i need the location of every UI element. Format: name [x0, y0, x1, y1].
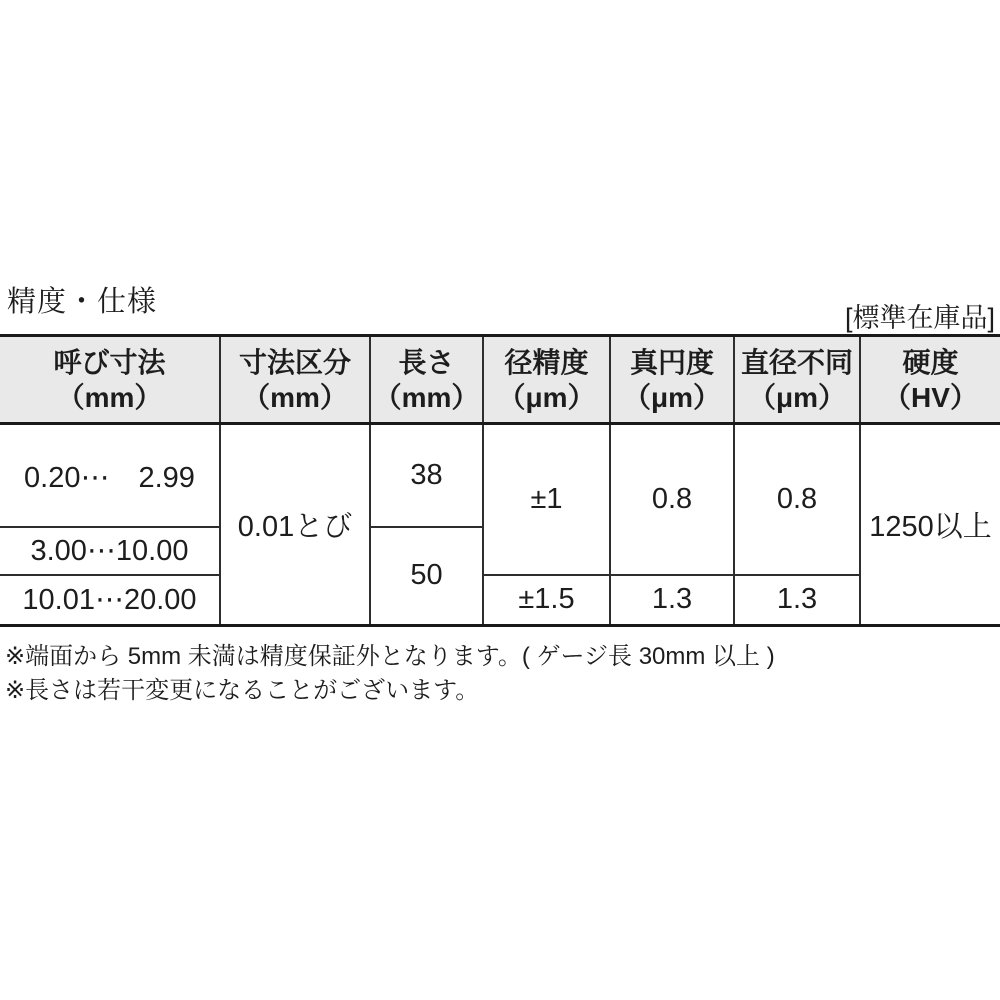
cell-size-increment: 0.01とび [220, 424, 370, 626]
cell-roundness-2: 1.3 [610, 575, 734, 626]
cell-hardness: 1250以上 [860, 424, 1000, 626]
cell-length-38: 38 [370, 424, 483, 527]
header-size-increment [220, 336, 370, 424]
footnote-accuracy-guarantee: ※端面から 5mm 未満は精度保証外となります。( ゲージ長 30mm 以上 ) [5, 643, 775, 670]
cell-diameter-accuracy-2: ±1.5 [483, 575, 610, 626]
header-unit: （HV） [883, 381, 978, 413]
stock-status-label: [標準在庫品] [844, 303, 995, 333]
cell-length-50: 50 [370, 527, 483, 626]
header-line: 直径不同 [740, 346, 853, 378]
header-unit: （mm） [373, 381, 480, 413]
header-unit: （μm） [622, 381, 722, 413]
cell-nominal-size-1: 0.20⋯ 2.99 [0, 424, 220, 527]
spec-table [0, 334, 1000, 627]
header-hardness [860, 336, 1000, 424]
footnotes [5, 640, 775, 708]
header-nominal-size [0, 336, 220, 424]
cell-roundness-1: 0.8 [610, 424, 734, 575]
cell-nominal-size-2: 3.00⋯10.00 [0, 527, 220, 575]
cell-diameter-variation-1: 0.8 [734, 424, 860, 575]
cell-nominal-size-3: 10.01⋯20.00 [0, 575, 220, 626]
footnote-length-change: ※長さは若干変更になることがございます。 [5, 677, 480, 704]
header-unit: （μm） [497, 381, 596, 413]
header-length [370, 336, 483, 424]
header-line: 真円度 [629, 346, 714, 378]
header-diameter-accuracy [483, 336, 610, 424]
header-diameter-variation [734, 336, 860, 424]
cell-diameter-variation-2: 1.3 [734, 575, 860, 626]
header-row [0, 336, 1000, 424]
header-unit: （mm） [56, 381, 163, 413]
page-title: 精度・仕様 [7, 286, 158, 318]
header-unit: （μm） [747, 381, 847, 413]
header-roundness [610, 336, 734, 424]
header-line: 径精度 [504, 346, 589, 378]
header-line: 硬度 [902, 346, 959, 378]
header-line: 寸法区分 [238, 346, 351, 378]
header-line: 呼び寸法 [53, 346, 166, 378]
cell-diameter-accuracy-1: ±1 [483, 424, 610, 575]
header-line: 長さ [398, 346, 455, 378]
table-row [0, 575, 1000, 626]
table-row [0, 424, 1000, 527]
header-unit: （mm） [242, 381, 348, 413]
